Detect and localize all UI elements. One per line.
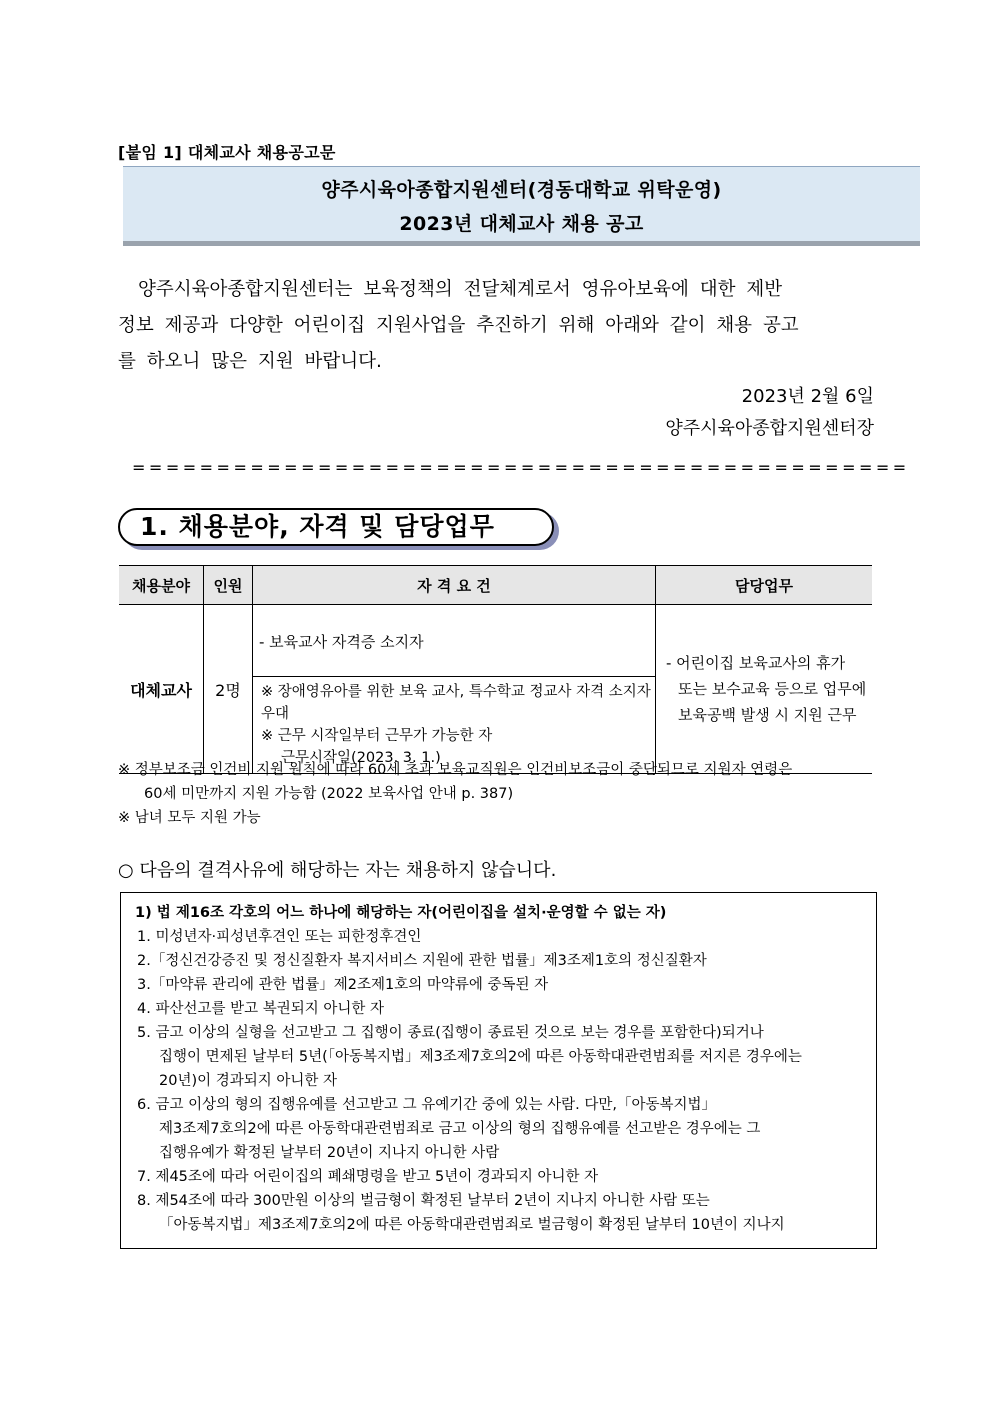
list-item-continued: 집행유예가 확정된 날부터 20년이 지나지 아니한 사람 (159, 1145, 500, 1161)
disqualify-heading: ○ 다음의 결격사유에 해당하는 자는 채용하지 않습니다. (118, 860, 557, 881)
attachment-label: [붙임 1] 대체교사 채용공고문 (118, 143, 336, 162)
header-duty: 담당업무 (656, 566, 873, 605)
note-line: 60세 미만까지 지원 가능함 (2022 보육사업 안내 p. 387) (144, 786, 514, 802)
intro-line: 양주시육아종합지원센터는 보육정책의 전달체계로서 영유아보육에 대한 제반 (138, 279, 783, 300)
list-item-continued: 집행이 면제된 날부터 5년(「아동복지법」제3조제7호의2에 따른 아동학대관련범죄를 저지른 경우에는 (159, 1049, 802, 1065)
notes-block (118, 758, 878, 830)
note-line: ※ 정부보조금 인건비 지원 원칙에 따라 60세 초과 보육교직원은 인건비보조금이 중단되므로 지원자 연령은 (118, 762, 793, 778)
header-qualification: 자 격 요 건 (253, 566, 656, 605)
title-line-2: 2023년 대체교사 채용 공고 (399, 213, 644, 235)
field-cell: 대체교사 (119, 605, 204, 774)
list-item: 1. 미성년자·피성년후견인 또는 피한정후견인 (137, 929, 422, 945)
announcement-date: 2023년 2월 6일 (741, 386, 874, 407)
title-line-1: 양주시육아종합지원센터(경동대학교 위탁운영) (321, 179, 722, 201)
duty-cell (656, 605, 873, 774)
qualification-note: ※ 근무 시작일부터 근무가 가능한 자 (261, 728, 493, 744)
count-cell: 2명 (204, 605, 253, 774)
qualification-note: ※ 장애영유아를 위한 보육 교사, 특수학교 정교사 자격 소지자 우대 (261, 684, 651, 722)
note-line: ※ 남녀 모두 지원 가능 (118, 810, 261, 826)
list-item: 6. 금고 이상의 형의 집행유예를 선고받고 그 유예기간 중에 있는 사람. 다만,「아동복지법」 (137, 1097, 716, 1113)
list-item: 7. 제45조에 따라 어린이집의 폐쇄명령을 받고 5년이 경과되지 아니한 자 (137, 1169, 599, 1185)
list-item-continued: 「아동복지법」제3조제7호의2에 따른 아동학대관련범죄로 벌금형이 확정된 날부터 10년이 지나지 (159, 1217, 785, 1233)
table-row (119, 605, 872, 677)
disqualify-box (120, 892, 877, 1249)
qualification-note: 근무시작일(2023. 3. 1.) (281, 750, 441, 766)
list-item: 3.「마약류 관리에 관한 법률」제2조제1호의 마약류에 중독된 자 (137, 977, 549, 993)
disqualify-box-head: 1) 법 제16조 각호의 어느 하나에 해당하는 자(어린이집을 설치·운영할 수 없는 자) (135, 905, 667, 921)
announcement-title-box (123, 166, 920, 246)
qualification-main: - 보육교사 자격증 소지자 (253, 605, 656, 677)
header-field: 채용분야 (119, 566, 204, 605)
intro-line: 정보 제공과 다양한 어린이집 지원사업을 추진하기 위해 아래와 같이 채용 공고 (118, 315, 799, 336)
duty-line: 보육공백 발생 시 지원 근무 (678, 706, 857, 724)
separator-line: ============================================== (132, 458, 910, 477)
list-item-continued: 제3조제7호의2에 따른 아동학대관련범죄로 금고 이상의 형의 집행유예를 선고받은 경우에는 그 (159, 1121, 761, 1137)
table-header-row (119, 566, 872, 605)
duty-line: 또는 보수교육 등으로 업무에 (678, 680, 867, 698)
requirements-table (119, 565, 872, 774)
list-item: 5. 금고 이상의 실형을 선고받고 그 집행이 종료(집행이 종료된 것으로 보는 경우를 포함한다)되거나 (137, 1025, 764, 1041)
signer: 양주시육아종합지원센터장 (665, 418, 874, 439)
list-item-continued: 20년)이 경과되지 아니한 자 (159, 1073, 338, 1089)
intro-line: 를 하오니 많은 지원 바랍니다. (118, 351, 382, 372)
list-item: 4. 파산선고를 받고 복권되지 아니한 자 (137, 1001, 384, 1017)
section-1-title: 1. 채용분야, 자격 및 담당업무 (118, 508, 554, 546)
list-item: 8. 제54조에 따라 300만원 이상의 벌금형이 확정된 날부터 2년이 지나지 아니한 사람 또는 (137, 1193, 710, 1209)
header-count: 인원 (204, 566, 253, 605)
duty-line: - 어린이집 보육교사의 휴가 (666, 654, 846, 672)
intro-paragraph (118, 272, 874, 380)
list-item: 2.「정신건강증진 및 정신질환자 복지서비스 지원에 관한 법률」제3조제1호의 정신질환자 (137, 953, 707, 969)
